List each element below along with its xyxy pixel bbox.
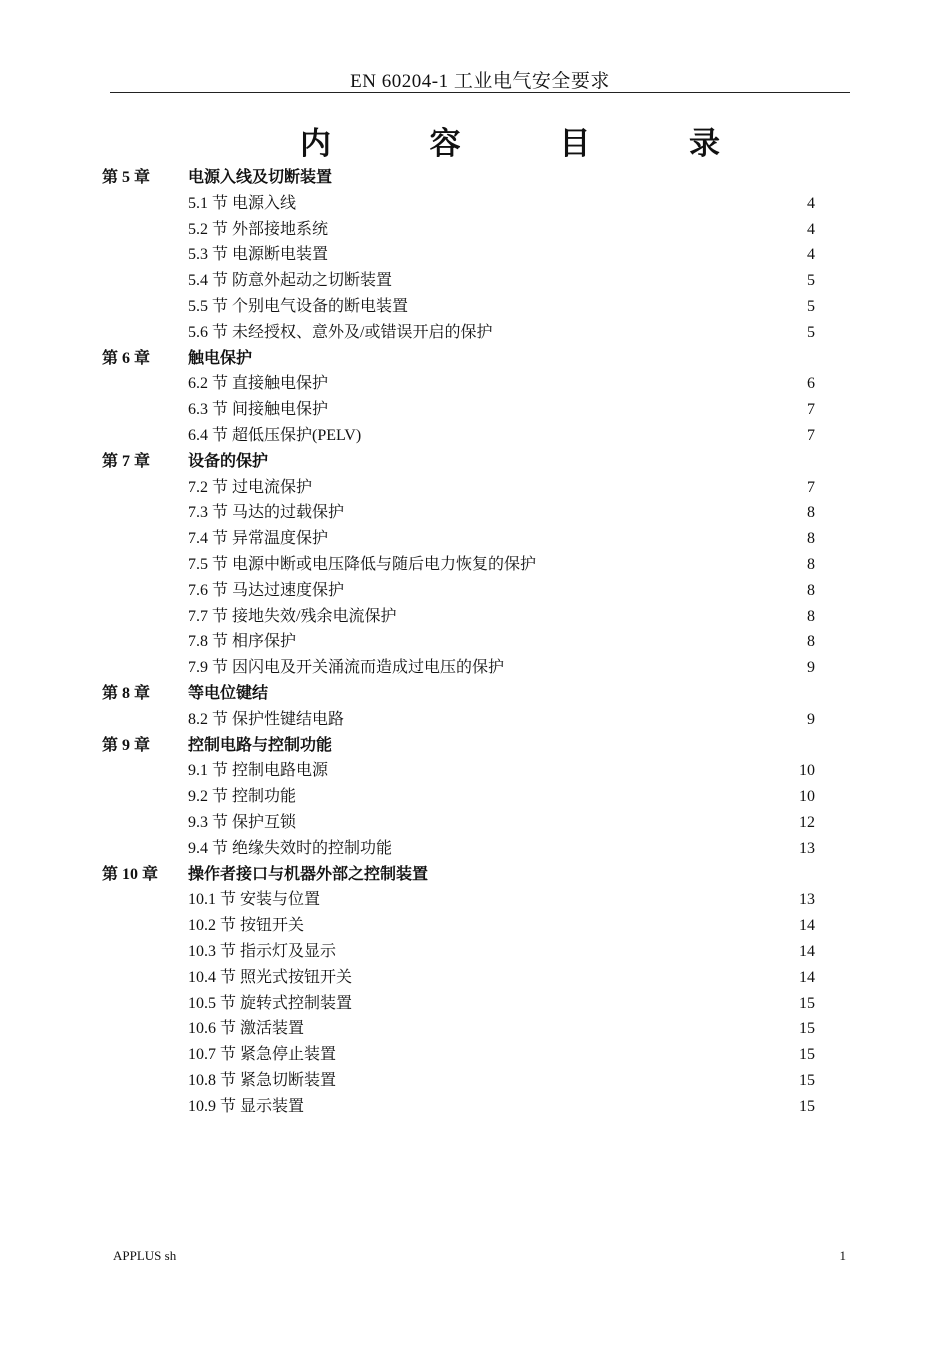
toc-section-row[interactable] <box>0 810 950 836</box>
toc-chapter-row[interactable] <box>0 449 950 475</box>
toc-chapter-row[interactable] <box>0 733 950 759</box>
section-page-number: 7 <box>807 426 815 444</box>
toc-chapter-row[interactable] <box>0 862 950 888</box>
section-page-number: 8 <box>807 633 815 651</box>
section-title: 10.1 节 安装与位置 <box>188 891 321 909</box>
section-page-number: 13 <box>799 839 815 857</box>
toc-section-row[interactable] <box>0 991 950 1017</box>
toc-section-row[interactable] <box>0 836 950 862</box>
chapter-title: 电源入线及切断装置 <box>188 169 333 186</box>
section-page-number: 8 <box>807 555 815 573</box>
section-page-number: 15 <box>799 994 815 1012</box>
section-page-number: 8 <box>807 504 815 522</box>
section-title: 9.2 节 控制功能 <box>188 788 297 806</box>
section-title: 10.4 节 照光式按钮开关 <box>188 968 353 986</box>
section-page-number: 15 <box>799 1071 815 1089</box>
section-title: 10.2 节 按钮开关 <box>188 917 305 935</box>
toc-section-row[interactable] <box>0 758 950 784</box>
toc-section-row[interactable] <box>0 784 950 810</box>
footer-page-number: 1 <box>839 1248 846 1263</box>
chapter-number: 第 7 章 <box>102 452 151 470</box>
toc-section-row[interactable] <box>0 1042 950 1068</box>
toc-section-row[interactable] <box>0 552 950 578</box>
section-title: 5.6 节 未经授权、意外及/或错误开启的保护 <box>188 323 493 341</box>
toc-section-row[interactable] <box>0 1094 950 1120</box>
toc-section-row[interactable] <box>0 913 950 939</box>
section-page-number: 4 <box>807 220 815 238</box>
section-title: 9.3 节 保护互锁 <box>188 813 297 831</box>
toc-section-row[interactable] <box>0 217 950 243</box>
toc-section-row[interactable] <box>0 397 950 423</box>
chapter-number: 第 10 章 <box>102 865 159 883</box>
section-page-number: 4 <box>807 246 815 264</box>
section-title: 10.3 节 指示灯及显示 <box>188 942 337 960</box>
toc-section-row[interactable] <box>0 242 950 268</box>
chapter-title: 设备的保护 <box>188 452 269 470</box>
toc-section-row[interactable] <box>0 604 950 630</box>
section-title: 9.1 节 控制电路电源 <box>188 762 329 780</box>
toc-section-row[interactable] <box>0 371 950 397</box>
section-page-number: 14 <box>799 968 815 986</box>
toc-section-row[interactable] <box>0 268 950 294</box>
section-page-number: 8 <box>807 607 815 625</box>
toc-heading-char: 目 <box>559 126 591 161</box>
toc-section-row[interactable] <box>0 475 950 501</box>
toc-section-row[interactable] <box>0 320 950 346</box>
section-page-number: 15 <box>799 1046 815 1064</box>
section-page-number: 15 <box>799 1097 815 1115</box>
toc-chapter-row[interactable] <box>0 346 950 372</box>
toc-section-row[interactable] <box>0 578 950 604</box>
section-title: 5.2 节 外部接地系统 <box>188 220 329 238</box>
section-page-number: 15 <box>799 1020 815 1038</box>
toc-section-row[interactable] <box>0 655 950 681</box>
section-title: 6.2 节 直接触电保护 <box>188 375 329 393</box>
section-title: 7.5 节 电源中断或电压降低与随后电力恢复的保护 <box>188 555 537 573</box>
toc-section-row[interactable] <box>0 423 950 449</box>
section-page-number: 6 <box>807 375 815 393</box>
section-title: 7.4 节 异常温度保护 <box>188 530 329 548</box>
section-title: 5.3 节 电源断电装置 <box>188 246 329 264</box>
section-page-number: 9 <box>807 659 815 677</box>
section-page-number: 14 <box>799 942 815 960</box>
section-title: 7.9 节 因闪电及开关涌流而造成过电压的保护 <box>188 659 505 677</box>
toc-section-row[interactable] <box>0 629 950 655</box>
toc-section-row[interactable] <box>0 1068 950 1094</box>
table-of-contents <box>0 165 950 1119</box>
toc-section-row[interactable] <box>0 707 950 733</box>
chapter-number: 第 8 章 <box>102 684 151 702</box>
section-title: 6.4 节 超低压保护(PELV) <box>188 426 362 444</box>
toc-section-row[interactable] <box>0 939 950 965</box>
section-title: 7.6 节 马达过速度保护 <box>188 581 345 599</box>
toc-heading <box>300 118 720 163</box>
section-title: 5.4 节 防意外起动之切断装置 <box>188 272 393 290</box>
section-title: 10.5 节 旋转式控制装置 <box>188 994 353 1012</box>
section-page-number: 13 <box>799 891 815 909</box>
section-title: 5.5 节 个别电气设备的断电装置 <box>188 297 409 315</box>
toc-section-row[interactable] <box>0 500 950 526</box>
header-divider <box>110 92 850 93</box>
toc-section-row[interactable] <box>0 526 950 552</box>
toc-heading-char: 容 <box>429 126 461 161</box>
section-page-number: 4 <box>807 194 815 212</box>
section-title: 10.7 节 紧急停止装置 <box>188 1046 337 1064</box>
section-page-number: 9 <box>807 710 815 728</box>
toc-section-row[interactable] <box>0 294 950 320</box>
section-title: 10.6 节 激活装置 <box>188 1020 305 1038</box>
section-title: 7.8 节 相序保护 <box>188 633 297 651</box>
toc-heading-char: 录 <box>688 126 720 161</box>
toc-section-row[interactable] <box>0 191 950 217</box>
section-page-number: 8 <box>807 581 815 599</box>
chapter-title: 控制电路与控制功能 <box>188 736 333 754</box>
section-title: 5.1 节 电源入线 <box>188 194 297 212</box>
section-page-number: 5 <box>807 297 815 315</box>
section-title: 7.3 节 马达的过载保护 <box>188 504 345 522</box>
toc-chapter-row[interactable] <box>0 681 950 707</box>
toc-section-row[interactable] <box>0 1016 950 1042</box>
section-title: 7.7 节 接地失效/残余电流保护 <box>188 607 397 625</box>
toc-chapter-row[interactable] <box>0 165 950 191</box>
chapter-number: 第 6 章 <box>102 349 151 367</box>
section-page-number: 8 <box>807 530 815 548</box>
footer-company: APPLUS sh <box>113 1248 177 1263</box>
toc-heading-char: 内 <box>300 126 331 161</box>
section-page-number: 12 <box>799 813 815 831</box>
section-page-number: 10 <box>799 788 815 806</box>
chapter-title: 操作者接口与机器外部之控制装置 <box>188 865 429 883</box>
chapter-title: 触电保护 <box>188 349 253 367</box>
page-header-title: EN 60204-1 工业电气安全要求 <box>350 71 610 92</box>
section-page-number: 10 <box>799 762 815 780</box>
section-title: 8.2 节 保护性键结电路 <box>188 710 345 728</box>
section-title: 10.8 节 紧急切断装置 <box>188 1071 337 1089</box>
section-page-number: 5 <box>807 272 815 290</box>
section-title: 10.9 节 显示装置 <box>188 1097 305 1115</box>
toc-section-row[interactable] <box>0 965 950 991</box>
chapter-number: 第 5 章 <box>102 169 151 186</box>
section-title: 6.3 节 间接触电保护 <box>188 401 329 419</box>
section-page-number: 7 <box>807 401 815 419</box>
toc-section-row[interactable] <box>0 887 950 913</box>
section-page-number: 7 <box>807 478 815 496</box>
section-page-number: 14 <box>799 917 815 935</box>
section-page-number: 5 <box>807 323 815 341</box>
chapter-title: 等电位键结 <box>188 684 269 702</box>
section-title: 7.2 节 过电流保护 <box>188 478 313 496</box>
section-title: 9.4 节 绝缘失效时的控制功能 <box>188 839 393 857</box>
chapter-number: 第 9 章 <box>102 736 151 754</box>
